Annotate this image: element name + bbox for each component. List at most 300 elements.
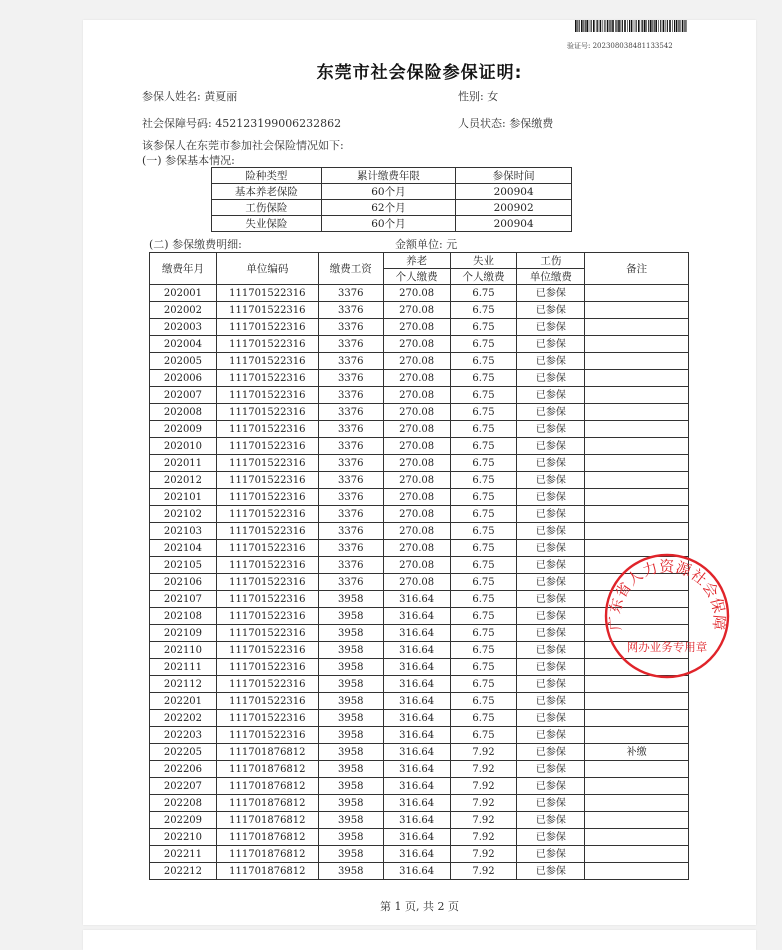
table-cell: 3958 <box>318 659 383 676</box>
table-cell: 202205 <box>150 744 217 761</box>
table-row <box>150 506 689 523</box>
table-cell: 111701522316 <box>216 421 318 438</box>
table-cell <box>585 370 689 387</box>
table-cell: 3958 <box>318 863 383 880</box>
table-cell: 111701522316 <box>216 472 318 489</box>
table-cell: 316.64 <box>383 778 450 795</box>
table-cell: 3958 <box>318 829 383 846</box>
basic-header-cell: 参保时间 <box>456 168 572 184</box>
table-cell: 316.64 <box>383 625 450 642</box>
table-cell: 202206 <box>150 761 217 778</box>
table-cell: 111701876812 <box>216 846 318 863</box>
table-cell: 3958 <box>318 744 383 761</box>
table-cell: 3958 <box>318 676 383 693</box>
table-cell: 3376 <box>318 472 383 489</box>
table-cell: 111701522316 <box>216 438 318 455</box>
table-cell: 6.75 <box>450 676 517 693</box>
basic-cell: 60个月 <box>321 216 456 232</box>
official-seal-stamp <box>603 552 731 680</box>
table-cell: 111701876812 <box>216 829 318 846</box>
table-cell: 202212 <box>150 863 217 880</box>
table-cell: 270.08 <box>383 302 450 319</box>
table-cell: 316.64 <box>383 710 450 727</box>
table-cell: 111701522316 <box>216 506 318 523</box>
table-cell: 270.08 <box>383 523 450 540</box>
table-cell: 270.08 <box>383 421 450 438</box>
person-status: 人员状态: 参保缴费 <box>458 117 554 130</box>
table-cell: 202208 <box>150 795 217 812</box>
table-cell <box>585 319 689 336</box>
table-cell: 6.75 <box>450 472 517 489</box>
table-row <box>150 421 689 438</box>
table-cell: 202102 <box>150 506 217 523</box>
table-cell: 已参保 <box>517 863 585 880</box>
basic-info-table <box>211 167 572 232</box>
table-cell: 6.75 <box>450 693 517 710</box>
basic-row <box>212 200 572 216</box>
table-cell <box>585 421 689 438</box>
table-cell: 111701876812 <box>216 744 318 761</box>
table-cell: 3376 <box>318 455 383 472</box>
table-cell: 3376 <box>318 370 383 387</box>
table-cell: 6.75 <box>450 608 517 625</box>
table-cell: 已参保 <box>517 302 585 319</box>
table-cell: 6.75 <box>450 710 517 727</box>
amount-unit: 金额单位: 元 <box>395 238 458 251</box>
table-cell: 6.75 <box>450 574 517 591</box>
table-row <box>150 693 689 710</box>
basic-row <box>212 184 572 200</box>
document-page-1 <box>83 20 756 925</box>
svg-text:广东省人力资源社会保障: 广东省人力资源社会保障 <box>605 557 729 632</box>
table-cell <box>585 285 689 302</box>
table-cell: 3958 <box>318 693 383 710</box>
table-cell <box>585 710 689 727</box>
basic-row <box>212 216 572 232</box>
table-cell: 6.75 <box>450 489 517 506</box>
table-cell: 已参保 <box>517 438 585 455</box>
page-title: 东莞市社会保险参保证明: <box>316 63 523 83</box>
table-cell: 270.08 <box>383 540 450 557</box>
table-cell: 已参保 <box>517 489 585 506</box>
table-cell <box>585 438 689 455</box>
table-cell: 已参保 <box>517 285 585 302</box>
table-cell: 3376 <box>318 336 383 353</box>
header-pension-personal: 个人缴费 <box>383 269 450 285</box>
basic-cell: 62个月 <box>321 200 456 216</box>
table-cell: 已参保 <box>517 540 585 557</box>
header-pension: 养老 <box>383 253 450 269</box>
table-cell: 202003 <box>150 319 217 336</box>
table-cell: 202001 <box>150 285 217 302</box>
table-cell: 316.64 <box>383 812 450 829</box>
table-cell: 3376 <box>318 319 383 336</box>
table-cell: 6.75 <box>450 455 517 472</box>
table-cell: 已参保 <box>517 404 585 421</box>
table-cell: 6.75 <box>450 540 517 557</box>
table-cell <box>585 472 689 489</box>
table-cell <box>585 336 689 353</box>
table-cell <box>585 506 689 523</box>
table-cell: 6.75 <box>450 370 517 387</box>
table-cell: 6.75 <box>450 302 517 319</box>
intro-text: 该参保人在东莞市参加社会保险情况如下: <box>142 139 344 152</box>
table-cell: 7.92 <box>450 795 517 812</box>
table-cell: 270.08 <box>383 506 450 523</box>
table-cell: 3376 <box>318 574 383 591</box>
table-row <box>150 846 689 863</box>
table-cell: 已参保 <box>517 455 585 472</box>
table-cell: 6.75 <box>450 353 517 370</box>
table-cell: 202101 <box>150 489 217 506</box>
basic-cell: 200904 <box>456 184 572 200</box>
table-cell: 202103 <box>150 523 217 540</box>
table-cell: 270.08 <box>383 438 450 455</box>
table-cell: 已参保 <box>517 319 585 336</box>
table-cell: 6.75 <box>450 336 517 353</box>
insured-name: 参保人姓名: 黄夏丽 <box>142 90 238 103</box>
basic-cell: 基本养老保险 <box>212 184 322 200</box>
table-cell <box>585 795 689 812</box>
table-cell: 已参保 <box>517 693 585 710</box>
table-cell: 270.08 <box>383 353 450 370</box>
table-cell: 202006 <box>150 370 217 387</box>
table-cell: 6.75 <box>450 387 517 404</box>
table-row <box>150 829 689 846</box>
table-cell: 316.64 <box>383 744 450 761</box>
table-row <box>150 863 689 880</box>
table-row <box>150 761 689 778</box>
table-row <box>150 744 689 761</box>
table-cell: 6.75 <box>450 659 517 676</box>
basic-cell: 失业保险 <box>212 216 322 232</box>
table-cell: 3958 <box>318 846 383 863</box>
table-row <box>150 455 689 472</box>
table-cell: 202002 <box>150 302 217 319</box>
table-cell: 316.64 <box>383 761 450 778</box>
table-cell: 3376 <box>318 285 383 302</box>
table-cell: 已参保 <box>517 676 585 693</box>
table-cell: 202202 <box>150 710 217 727</box>
table-cell: 3958 <box>318 727 383 744</box>
table-cell: 6.75 <box>450 727 517 744</box>
table-cell: 202007 <box>150 387 217 404</box>
table-cell: 3958 <box>318 642 383 659</box>
table-cell: 316.64 <box>383 659 450 676</box>
table-cell: 316.64 <box>383 608 450 625</box>
table-cell: 270.08 <box>383 285 450 302</box>
table-cell: 111701522316 <box>216 455 318 472</box>
table-cell: 111701876812 <box>216 778 318 795</box>
table-row <box>150 302 689 319</box>
table-cell: 202005 <box>150 353 217 370</box>
section-detail-heading: (二) 参保缴费明细: <box>149 238 242 251</box>
table-cell: 已参保 <box>517 829 585 846</box>
table-cell: 3958 <box>318 625 383 642</box>
table-cell <box>585 829 689 846</box>
basic-header-cell: 险种类型 <box>212 168 322 184</box>
table-row <box>150 438 689 455</box>
table-cell: 202011 <box>150 455 217 472</box>
table-cell: 已参保 <box>517 795 585 812</box>
table-cell: 111701876812 <box>216 812 318 829</box>
table-cell: 3958 <box>318 778 383 795</box>
table-cell: 111701522316 <box>216 489 318 506</box>
table-cell: 111701522316 <box>216 557 318 574</box>
table-cell: 6.75 <box>450 625 517 642</box>
table-cell: 6.75 <box>450 438 517 455</box>
table-cell: 111701522316 <box>216 285 318 302</box>
header-wage: 缴费工资 <box>318 253 383 285</box>
svg-text:网办业务专用章: 网办业务专用章 <box>626 640 708 654</box>
table-cell: 6.75 <box>450 404 517 421</box>
table-cell: 316.64 <box>383 863 450 880</box>
table-cell: 3958 <box>318 710 383 727</box>
basic-cell: 60个月 <box>321 184 456 200</box>
table-cell <box>585 761 689 778</box>
table-cell: 6.75 <box>450 523 517 540</box>
table-cell: 316.64 <box>383 846 450 863</box>
table-cell: 7.92 <box>450 744 517 761</box>
table-cell: 270.08 <box>383 387 450 404</box>
table-row <box>150 370 689 387</box>
table-cell: 316.64 <box>383 642 450 659</box>
viewer-top-bar <box>0 0 782 20</box>
table-cell <box>585 693 689 710</box>
table-row <box>150 812 689 829</box>
table-cell: 3376 <box>318 302 383 319</box>
basic-cell: 200902 <box>456 200 572 216</box>
table-cell: 3376 <box>318 353 383 370</box>
table-cell: 202201 <box>150 693 217 710</box>
table-cell: 111701522316 <box>216 302 318 319</box>
table-cell: 202010 <box>150 438 217 455</box>
table-cell <box>585 523 689 540</box>
table-cell <box>585 353 689 370</box>
table-cell: 7.92 <box>450 846 517 863</box>
table-row <box>150 523 689 540</box>
table-cell: 316.64 <box>383 693 450 710</box>
table-row <box>150 353 689 370</box>
header-note: 备注 <box>585 253 689 285</box>
table-cell: 111701522316 <box>216 404 318 421</box>
table-cell: 3376 <box>318 523 383 540</box>
table-cell <box>585 489 689 506</box>
table-cell: 3376 <box>318 557 383 574</box>
table-cell <box>585 302 689 319</box>
table-cell: 已参保 <box>517 761 585 778</box>
basic-header-cell: 累计缴费年限 <box>321 168 456 184</box>
table-cell: 已参保 <box>517 812 585 829</box>
table-cell: 已参保 <box>517 472 585 489</box>
table-cell: 316.64 <box>383 795 450 812</box>
table-cell <box>585 778 689 795</box>
table-cell: 6.75 <box>450 319 517 336</box>
verify-code: 验证号: 20230803848113354​2 <box>567 42 673 50</box>
table-cell: 111701522316 <box>216 591 318 608</box>
table-cell: 已参保 <box>517 591 585 608</box>
header-injury: 工伤 <box>517 253 585 269</box>
table-cell: 已参保 <box>517 642 585 659</box>
table-cell: 111701522316 <box>216 523 318 540</box>
table-row <box>150 319 689 336</box>
header-unit-code: 单位编码 <box>216 253 318 285</box>
header-injury-unit: 单位缴费 <box>517 269 585 285</box>
table-cell: 补缴 <box>585 744 689 761</box>
table-cell: 111701522316 <box>216 676 318 693</box>
table-cell: 202105 <box>150 557 217 574</box>
table-row <box>150 336 689 353</box>
table-cell: 270.08 <box>383 455 450 472</box>
table-cell: 202109 <box>150 625 217 642</box>
table-cell: 111701876812 <box>216 795 318 812</box>
table-cell: 202111 <box>150 659 217 676</box>
table-cell: 202004 <box>150 336 217 353</box>
social-security-number: 社会保障号码: 452123199006232862 <box>142 117 342 130</box>
table-row <box>150 778 689 795</box>
page-footer: 第 1 页, 共 2 页 <box>380 900 459 913</box>
header-month: 缴费年月 <box>150 253 217 285</box>
table-cell: 111701522316 <box>216 625 318 642</box>
table-cell: 3376 <box>318 404 383 421</box>
table-cell: 已参保 <box>517 353 585 370</box>
document-page-2 <box>83 930 756 950</box>
table-cell: 111701522316 <box>216 540 318 557</box>
table-cell: 202207 <box>150 778 217 795</box>
table-cell: 316.64 <box>383 829 450 846</box>
table-cell: 270.08 <box>383 557 450 574</box>
table-cell: 111701522316 <box>216 319 318 336</box>
basic-cell: 工伤保险 <box>212 200 322 216</box>
table-cell: 7.92 <box>450 778 517 795</box>
table-cell <box>585 387 689 404</box>
table-cell: 270.08 <box>383 574 450 591</box>
table-cell <box>585 863 689 880</box>
table-cell: 111701522316 <box>216 727 318 744</box>
table-cell: 3958 <box>318 795 383 812</box>
table-row <box>150 489 689 506</box>
table-cell: 已参保 <box>517 506 585 523</box>
table-cell: 已参保 <box>517 421 585 438</box>
table-cell: 111701522316 <box>216 370 318 387</box>
table-cell: 已参保 <box>517 778 585 795</box>
table-cell: 3958 <box>318 761 383 778</box>
table-cell: 316.64 <box>383 676 450 693</box>
table-cell: 6.75 <box>450 591 517 608</box>
barcode <box>575 20 687 32</box>
table-cell: 316.64 <box>383 591 450 608</box>
table-cell: 已参保 <box>517 387 585 404</box>
table-cell: 7.92 <box>450 829 517 846</box>
basic-cell: 200904 <box>456 216 572 232</box>
table-cell: 已参保 <box>517 574 585 591</box>
section-basic-heading: (一) 参保基本情况: <box>142 154 235 167</box>
table-cell: 已参保 <box>517 370 585 387</box>
table-cell: 已参保 <box>517 710 585 727</box>
table-cell: 270.08 <box>383 472 450 489</box>
table-cell: 7.92 <box>450 761 517 778</box>
table-cell: 111701876812 <box>216 863 318 880</box>
table-cell: 已参保 <box>517 727 585 744</box>
table-cell: 270.08 <box>383 336 450 353</box>
table-cell: 202209 <box>150 812 217 829</box>
table-cell: 202112 <box>150 676 217 693</box>
table-row <box>150 710 689 727</box>
table-row <box>150 285 689 302</box>
table-cell: 6.75 <box>450 642 517 659</box>
table-cell: 202211 <box>150 846 217 863</box>
table-cell: 3376 <box>318 489 383 506</box>
table-cell: 6.75 <box>450 421 517 438</box>
table-cell: 3958 <box>318 608 383 625</box>
table-cell: 202203 <box>150 727 217 744</box>
table-cell: 202009 <box>150 421 217 438</box>
table-row <box>150 404 689 421</box>
table-cell: 111701876812 <box>216 761 318 778</box>
table-cell: 已参保 <box>517 846 585 863</box>
table-cell: 已参保 <box>517 557 585 574</box>
table-cell <box>585 404 689 421</box>
table-cell: 111701522316 <box>216 710 318 727</box>
header-unemployment-personal: 个人缴费 <box>450 269 517 285</box>
table-cell: 7.92 <box>450 863 517 880</box>
table-cell: 6.75 <box>450 506 517 523</box>
table-cell: 202106 <box>150 574 217 591</box>
table-cell: 202110 <box>150 642 217 659</box>
table-cell: 6.75 <box>450 285 517 302</box>
table-cell: 270.08 <box>383 370 450 387</box>
table-cell: 6.75 <box>450 557 517 574</box>
table-cell: 111701522316 <box>216 353 318 370</box>
table-cell: 111701522316 <box>216 608 318 625</box>
table-cell: 已参保 <box>517 523 585 540</box>
table-cell: 3958 <box>318 591 383 608</box>
table-cell <box>585 812 689 829</box>
table-cell: 202012 <box>150 472 217 489</box>
table-cell: 7.92 <box>450 812 517 829</box>
table-cell: 已参保 <box>517 625 585 642</box>
table-row <box>150 472 689 489</box>
table-cell: 111701522316 <box>216 387 318 404</box>
table-cell: 3376 <box>318 506 383 523</box>
table-cell: 202104 <box>150 540 217 557</box>
table-cell: 202008 <box>150 404 217 421</box>
table-cell: 111701522316 <box>216 336 318 353</box>
table-cell: 3376 <box>318 421 383 438</box>
table-cell: 111701522316 <box>216 659 318 676</box>
table-cell: 111701522316 <box>216 642 318 659</box>
table-cell: 3376 <box>318 387 383 404</box>
table-cell: 316.64 <box>383 727 450 744</box>
table-cell: 已参保 <box>517 659 585 676</box>
table-cell: 270.08 <box>383 319 450 336</box>
table-cell: 已参保 <box>517 608 585 625</box>
table-cell: 270.08 <box>383 404 450 421</box>
table-cell: 202108 <box>150 608 217 625</box>
table-cell: 已参保 <box>517 744 585 761</box>
table-cell: 202107 <box>150 591 217 608</box>
table-cell: 已参保 <box>517 336 585 353</box>
table-row <box>150 795 689 812</box>
gender: 性别: 女 <box>458 90 499 103</box>
table-cell: 111701522316 <box>216 574 318 591</box>
table-row <box>150 727 689 744</box>
header-unemployment: 失业 <box>450 253 517 269</box>
table-row <box>150 387 689 404</box>
table-cell: 3376 <box>318 438 383 455</box>
table-cell: 270.08 <box>383 489 450 506</box>
table-cell <box>585 727 689 744</box>
